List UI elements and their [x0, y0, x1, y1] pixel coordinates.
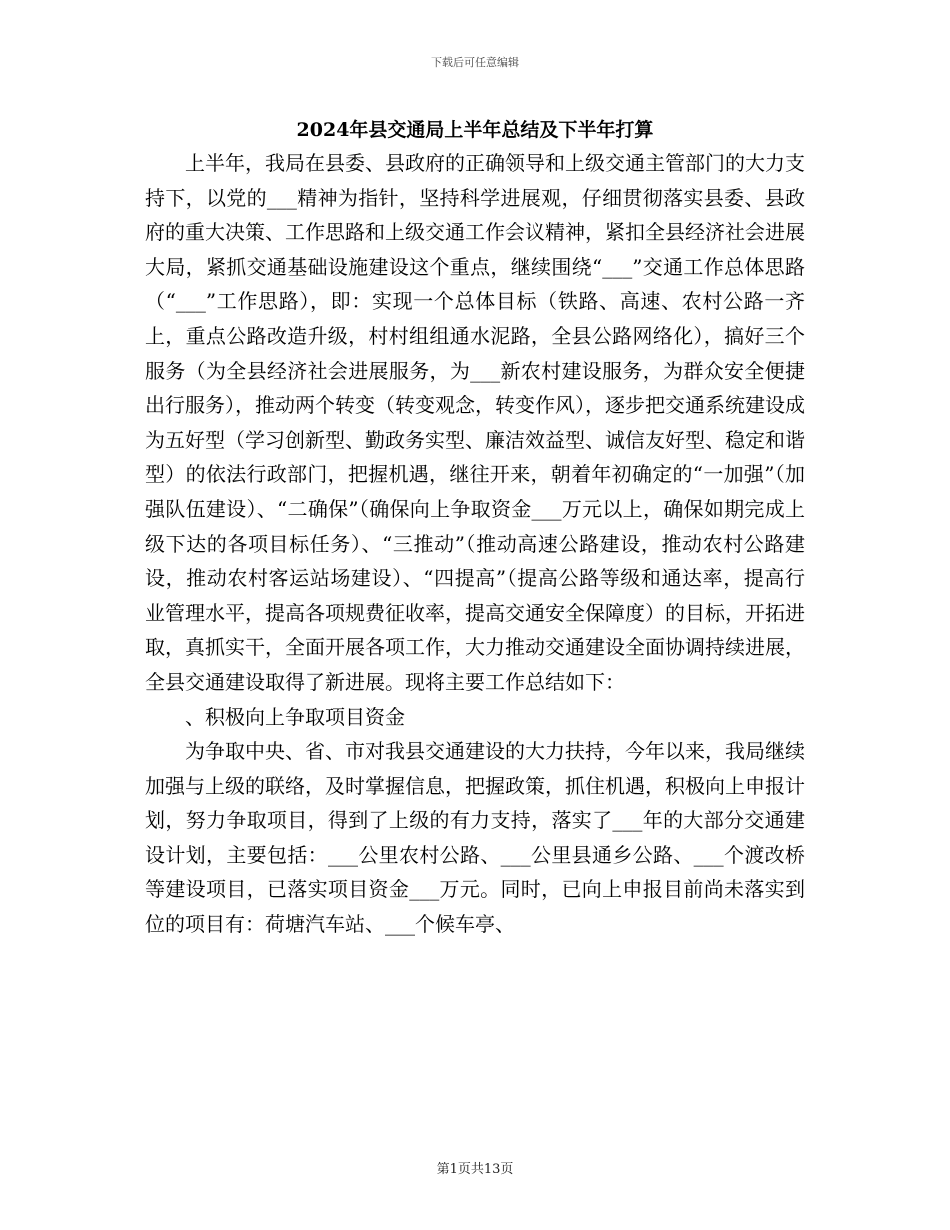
document-title: 2024年县交通局上半年总结及下半年打算	[296, 119, 654, 141]
page-number: 第1页共13页	[436, 1162, 514, 1177]
section-heading: 、积极向上争取项目资金	[185, 704, 405, 729]
header-note: 下载后可任意编辑	[431, 56, 519, 69]
paragraph-funding: 为争取中央、省、市对我县交通建设的大力扶持，今年以来，我局继续加强与上级的联络，及时掌握信息，把握政策，抓住机遇，积极向上申报计划，努力争取项目，得到了上级的有力支持，落实了___年的大部分交通建设计划，主要包括：___公里农村公路、___公里县通乡公路、___个渡改桥等建设项目，已落实项目资金___万元。同时，已向上申报目前尚未落实到位的项目有：荷塘汽车站、___个候车亭、	[145, 739, 805, 937]
document-body	[145, 146, 805, 942]
paragraph-intro: 上半年，我局在县委、县政府的正确领导和上级交通主管部门的大力支持下，以党的___精神为指针，坚持科学进展观，仔细贯彻落实县委、县政府的重大决策、工作思路和上级交通工作会议精神，紧扣全县经济社会进展大局，紧抓交通基础设施建设这个重点，继续围绕“___”交通工作总体思路（“___”工作思路），即：实现一个总体目标（铁路、高速、农村公路一齐上，重点公路改造升级，村村组组通水泥路，全县公路网络化），搞好三个服务（为全县经济社会进展服务，为___新农村建设服务，为群众安全便捷出行服务），推动两个转变（转变观念，转变作风），逐步把交通系统建设成为五好型（学习创新型、勤政务实型、廉洁效益型、诚信友好型、稳定和谐型）的依法行政部门，把握机遇，继往开来，朝着年初确定的“一加强”（加强队伍建设）、“二确保”（确保向上争取资金___万元以上，确保如期完成上级下达的各项目标任务）、“三推动”（推动高速公路建设，推动农村公路建设，推动农村客运站场建设）、“四提高”（提高公路等级和通达率，提高行业管理水平，提高各项规费征收率，提高交通安全保障度）的目标，开拓进取，真抓实干，全面开展各项工作，大力推动交通建设全面协调持续进展，全县交通建设取得了新进展。现将主要工作总结如下：	[145, 151, 805, 694]
